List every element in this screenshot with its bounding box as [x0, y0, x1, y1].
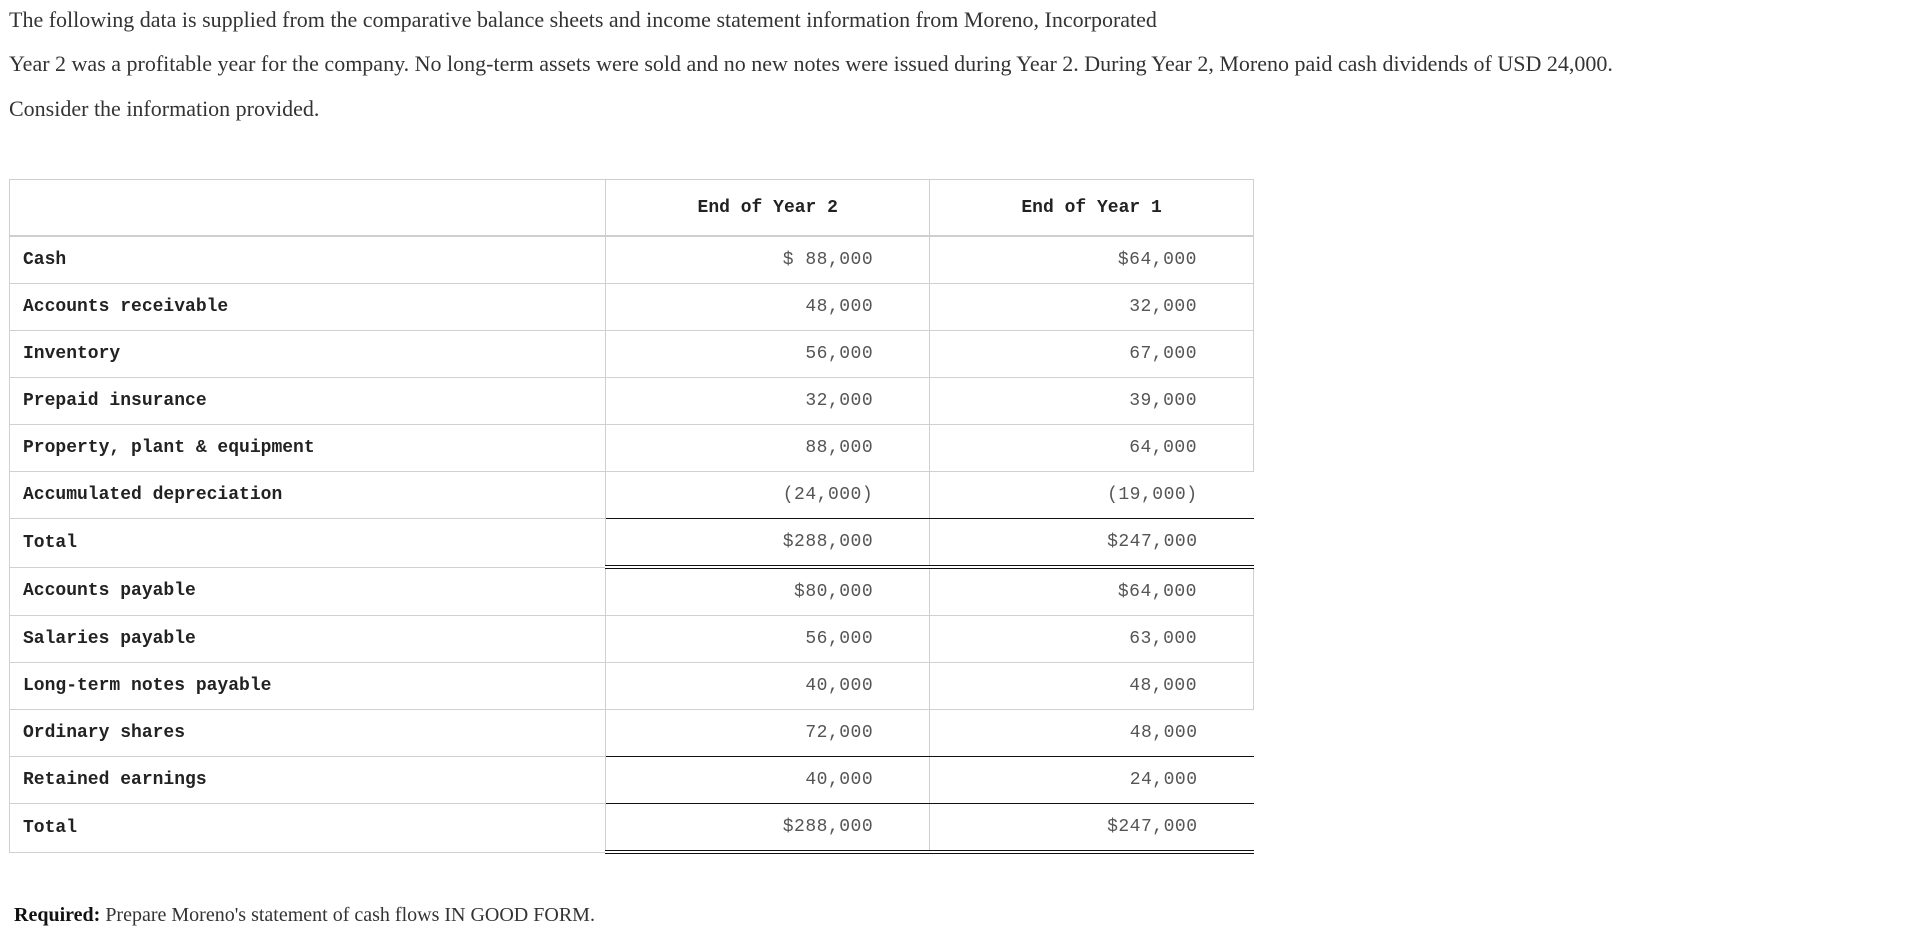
year1-value: $247,000	[930, 519, 1254, 568]
required-text: Prepare Moreno's statement of cash flows IN GOOD FORM.	[100, 904, 595, 926]
year2-value: 32,000	[606, 378, 930, 425]
row-label: Accounts receivable	[10, 284, 606, 331]
row-label: Accumulated depreciation	[10, 472, 606, 519]
required-label: Required:	[14, 904, 101, 926]
year2-value: $288,000	[606, 519, 930, 568]
year1-value: 67,000	[930, 331, 1254, 378]
year1-value: 32,000	[930, 284, 1254, 331]
header-end-of-year-1: End of Year 1	[930, 180, 1254, 237]
table-header-row	[10, 180, 1254, 237]
table-row	[10, 331, 1254, 378]
year2-value: 56,000	[606, 331, 930, 378]
intro-paragraph-2: Year 2 was a profitable year for the company. No long-term assets were sold and no new notes were issued during Year 2. During Year 2, Moreno paid cash dividends of USD 24,000.	[9, 51, 1613, 76]
row-label: Prepaid insurance	[10, 378, 606, 425]
year1-value: 63,000	[930, 616, 1254, 663]
year2-value: 72,000	[606, 710, 930, 757]
year2-value: 48,000	[606, 284, 930, 331]
header-blank	[10, 180, 606, 237]
row-label: Long-term notes payable	[10, 663, 606, 710]
year1-value: 48,000	[930, 710, 1254, 757]
row-label: Inventory	[10, 331, 606, 378]
year2-value: $288,000	[606, 804, 930, 853]
year1-value: (19,000)	[930, 472, 1254, 519]
year1-value: 48,000	[930, 663, 1254, 710]
year2-value: (24,000)	[606, 472, 930, 519]
year2-value: 56,000	[606, 616, 930, 663]
required-instruction	[14, 904, 595, 927]
row-label: Total	[10, 519, 606, 568]
year1-value: 24,000	[930, 757, 1254, 804]
table-row	[10, 757, 1254, 804]
row-label: Accounts payable	[10, 567, 606, 616]
table-row	[10, 710, 1254, 757]
table-row	[10, 663, 1254, 710]
row-label: Property, plant & equipment	[10, 425, 606, 472]
table-row	[10, 284, 1254, 331]
header-end-of-year-2: End of Year 2	[606, 180, 930, 237]
year1-value: 64,000	[930, 425, 1254, 472]
row-label: Retained earnings	[10, 757, 606, 804]
year2-value: 88,000	[606, 425, 930, 472]
table-row	[10, 236, 1254, 284]
year2-value: $80,000	[606, 567, 930, 616]
intro-paragraph-3: Consider the information provided.	[9, 96, 320, 121]
row-label: Salaries payable	[10, 616, 606, 663]
table-row	[10, 472, 1254, 519]
balance-sheet-table	[9, 179, 1254, 854]
year2-value: 40,000	[606, 663, 930, 710]
table-row	[10, 378, 1254, 425]
table-row	[10, 567, 1254, 616]
year1-value: $64,000	[930, 236, 1254, 284]
table-row-total-liabilities-equity	[10, 804, 1254, 853]
year1-value: 39,000	[930, 378, 1254, 425]
row-label: Cash	[10, 236, 606, 284]
intro-paragraph-1: The following data is supplied from the comparative balance sheets and income statement information from Moreno, Incorporated	[9, 7, 1157, 32]
row-label: Total	[10, 804, 606, 853]
year2-value: 40,000	[606, 757, 930, 804]
year1-value: $64,000	[930, 567, 1254, 616]
year1-value: $247,000	[930, 804, 1254, 853]
table-row	[10, 425, 1254, 472]
row-label: Ordinary shares	[10, 710, 606, 757]
table-row	[10, 616, 1254, 663]
year2-value: $ 88,000	[606, 236, 930, 284]
table-row-total-assets	[10, 519, 1254, 568]
